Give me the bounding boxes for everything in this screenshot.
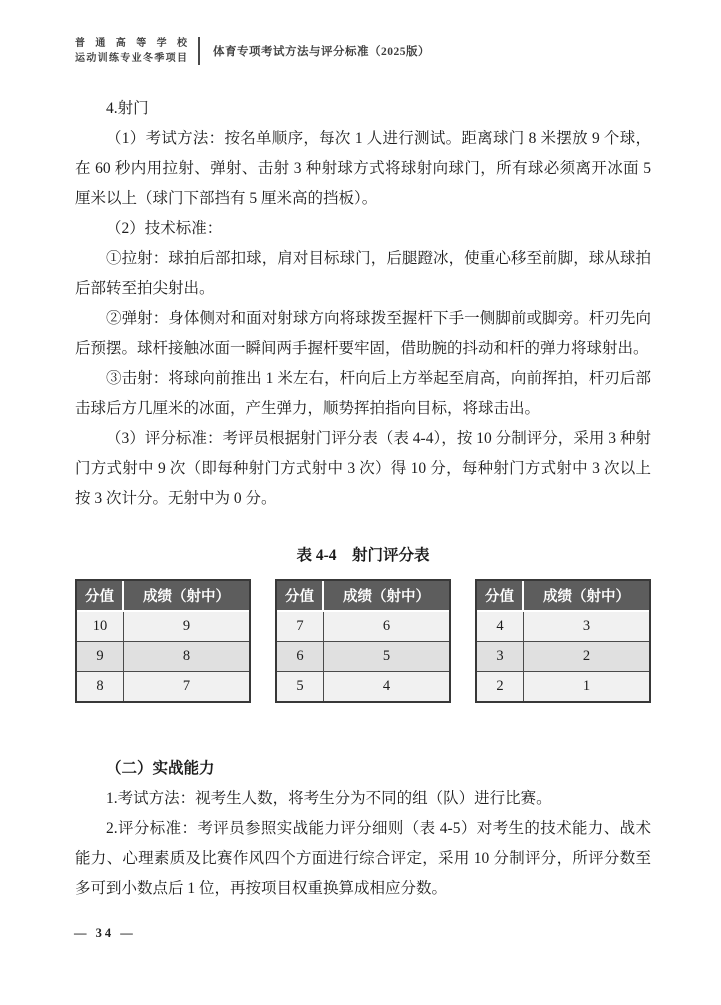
score-table-group-1	[75, 579, 251, 703]
table-cell: 2	[582, 648, 591, 664]
paragraph-tech-standard-head: （2）技术标准：	[106, 220, 223, 237]
score-table-group-3	[475, 579, 651, 703]
section2-title: （二）实战能力	[106, 760, 215, 777]
header-right-title: 体育专项考试方法与评分标准（2025版）	[213, 46, 430, 58]
table-cell: 5	[277, 672, 324, 701]
table-row	[477, 641, 649, 671]
table-header-row	[477, 581, 649, 612]
table-cell: 4	[382, 678, 391, 694]
table-cell: 6	[382, 618, 391, 634]
item4-title: 4.射门	[106, 100, 149, 117]
page-number: — 34 —	[74, 926, 136, 940]
table-cell: 7	[182, 678, 191, 694]
table-header-cell: 成绩（射中）	[343, 589, 430, 605]
table-cell: 4	[477, 612, 524, 641]
table-row	[277, 612, 449, 641]
paragraph-tech-slap-shot: ③击射：将球向前推出 1 米左右，杆向后上方举起至肩高，向前挥拍，杆刃后部击球后方几厘米的冰面，产生弹力，顺势挥拍指向目标，将球击出。	[75, 370, 651, 417]
table-cell: 6	[277, 642, 324, 671]
table-cell: 7	[277, 612, 324, 641]
header-left-line1: 普通高等学校	[75, 38, 187, 49]
table-cell: 9	[182, 618, 191, 634]
header-left-line2: 运动训练专业冬季项目	[75, 53, 187, 64]
table-row	[277, 641, 449, 671]
paragraph-exam-method: （1）考试方法：按名单顺序，每次 1 人进行测试。距离球门 8 米摆放 9 个球，在 60 秒内用拉射、弹射、击射 3 种射球方式将球射向球门，所有球必须离开冰面 5 厘米以上（球门下部挡有 5 厘米高的挡板）。	[75, 130, 651, 207]
paragraph-scoring-standard: （3）评分标准：考评员根据射门评分表（表 4-4），按 10 分制评分，采用 3 种射门方式射中 9 次（即每种射门方式射中 3 次）得 10 分，每种射门方式射中 3 次以上按 3 次计分。无射中为 0 分。	[75, 430, 651, 507]
table-row	[77, 641, 249, 671]
table-cell: 2	[477, 672, 524, 701]
table-caption: 表 4-4 射门评分表	[296, 547, 430, 564]
table-header-cell: 分值	[77, 581, 124, 610]
table-row	[277, 671, 449, 701]
table-row	[477, 671, 649, 701]
paragraph-tech-pull-shot: ①拉射：球拍后部扣球，肩对目标球门，后腿蹬冰，使重心移至前脚，球从球拍后部转至拍尖射出。	[75, 250, 651, 297]
table-cell: 1	[582, 678, 591, 694]
table-header-cell: 分值	[477, 581, 524, 610]
table-cell: 10	[77, 612, 124, 641]
page-header	[75, 36, 661, 66]
table-header-cell: 成绩（射中）	[543, 589, 630, 605]
score-table-group-2	[275, 579, 451, 703]
section2-paragraph-method: 1.考试方法：视考生人数，将考生分为不同的组（队）进行比赛。	[106, 790, 552, 807]
table-header-row	[77, 581, 249, 612]
table-cell: 3	[477, 642, 524, 671]
paragraph-tech-snap-shot: ②弹射：身体侧对和面对射球方向将球拨至握杆下手一侧脚前或脚旁。杆刃先向后预摆。球杆接触冰面一瞬间两手握杆要牢固，借助腕的抖动和杆的弹力将球射出。	[75, 310, 651, 357]
table-row	[77, 612, 249, 641]
section2-paragraph-scoring: 2.评分标准：考评员参照实战能力评分细则（表 4-5）对考生的技术能力、战术能力、心理素质及比赛作风四个方面进行综合评定，采用 10 分制评分，所评分数至多可到小数点后 1 位，再按项目权重换算成相应分数。	[75, 820, 651, 897]
table-header-cell: 分值	[277, 581, 324, 610]
header-left-block	[75, 36, 187, 66]
page-content	[75, 94, 651, 904]
table-row	[77, 671, 249, 701]
table-cell: 9	[77, 642, 124, 671]
table-cell: 3	[582, 618, 591, 634]
table-header-row	[277, 581, 449, 612]
header-divider	[198, 37, 200, 65]
table-cell: 8	[182, 648, 191, 664]
table-header-cell: 成绩（射中）	[143, 589, 230, 605]
table-row	[477, 612, 649, 641]
shooting-score-table	[75, 579, 651, 703]
table-cell: 5	[382, 648, 391, 664]
table-cell: 8	[77, 672, 124, 701]
